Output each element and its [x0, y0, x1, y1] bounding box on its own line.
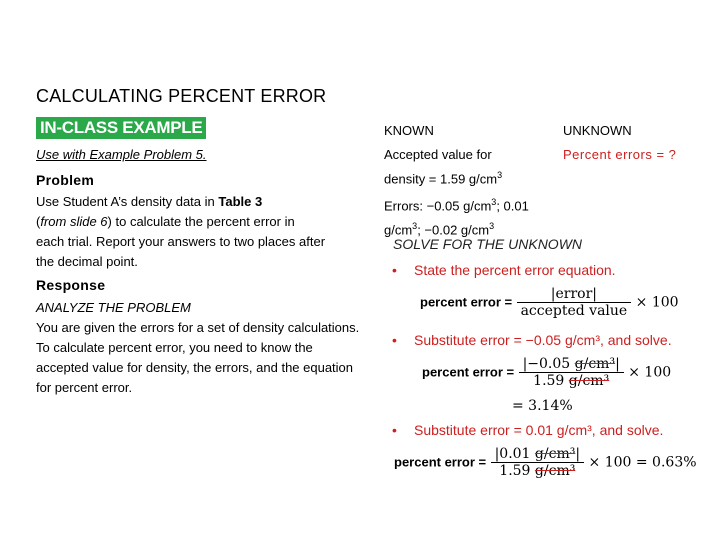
- bullet-dot-1: •: [392, 262, 397, 278]
- eq2-result: = 3.14%: [512, 398, 573, 414]
- eq2-fraction: [519, 356, 624, 389]
- accepted-line2: density = 1.59 g/cm: [384, 171, 498, 187]
- eq3-num-value: |0.01: [494, 446, 535, 462]
- eq2-label: percent error =: [422, 364, 515, 380]
- errors-sup3: 3: [489, 221, 495, 232]
- analyze-text: You are given the errors for a set of density calculations. To calculate percent error, you need to know the accepted value for density, the errors, and the equation for percent error.: [36, 320, 360, 395]
- eq2-tail: × 100: [628, 364, 672, 381]
- known-header: KNOWN: [384, 123, 434, 138]
- accepted-line1: Accepted value for: [384, 147, 492, 162]
- table-reference: Table 3: [218, 194, 263, 209]
- bullet-1-text: State the percent error equation.: [414, 262, 616, 278]
- eq3-fraction: [491, 446, 584, 479]
- paren-open: (: [36, 214, 41, 229]
- eq3-den-value: 1.59: [499, 463, 535, 479]
- errors-line2: g/cm: [384, 222, 413, 238]
- eq3-label: percent error =: [394, 454, 487, 470]
- problem-text-part2: ) to calculate the percent error in each trial. Report your answers to two places after the decimal point.: [36, 214, 326, 269]
- accepted-sup: 3: [497, 170, 503, 180]
- eq2-num-value: |−0.05: [522, 356, 575, 372]
- eq1-fraction: [517, 286, 632, 319]
- slide-reference: from slide 6: [40, 214, 108, 229]
- errors-line1: Errors: −0.05 g/cm: [384, 198, 492, 214]
- eq2-num-bar: |: [615, 356, 620, 372]
- errors-sup2: 3: [412, 221, 418, 232]
- analyze-heading: ANALYZE THE PROBLEM: [36, 300, 191, 315]
- errors-end: ; −0.02 g/cm: [417, 222, 490, 238]
- problem-heading: Problem: [36, 172, 95, 188]
- eq3-denominator: [491, 463, 584, 479]
- eq3-tail: × 100 = 0.63%: [588, 454, 697, 471]
- equation-3: [394, 446, 697, 479]
- problem-text-part1: Use Student A’s density data in: [36, 194, 219, 209]
- bullet-3-text: Substitute error = 0.01 g/cm³, and solve.: [414, 422, 664, 438]
- problem-text: [36, 192, 326, 272]
- eq2-num-unit: g/cm³: [574, 356, 616, 372]
- errors-sup1: 3: [491, 197, 497, 207]
- solve-panel: [378, 232, 698, 492]
- equation-1: [420, 286, 679, 319]
- response-heading: Response: [36, 277, 106, 293]
- in-class-example-badge: IN-CLASS EXAMPLE: [36, 117, 206, 139]
- bullet-dot-2: •: [392, 332, 397, 348]
- eq1-numerator: |error|: [517, 286, 632, 303]
- solve-heading: SOLVE FOR THE UNKNOWN: [393, 236, 583, 252]
- use-with-note: Use with Example Problem 5.: [36, 147, 207, 162]
- bullet-1: [392, 262, 616, 278]
- bullet-3: [392, 422, 663, 438]
- errors-mid: ; 0.01: [496, 198, 529, 214]
- unknown-header: UNKNOWN: [563, 123, 632, 138]
- eq1-tail: × 100: [635, 294, 679, 311]
- eq3-num-bar: |: [575, 446, 581, 462]
- equation-2: [422, 356, 671, 389]
- bullet-dot-3: •: [392, 422, 397, 438]
- eq2-den-unit: g/cm³: [568, 373, 610, 389]
- eq2-denominator: [519, 373, 624, 389]
- eq1-label: percent error =: [420, 294, 513, 310]
- eq2-den-value: 1.59: [533, 373, 569, 389]
- eq1-denominator: accepted value: [520, 303, 628, 319]
- accepted-value: [384, 145, 502, 189]
- eq3-den-unit: g/cm³: [534, 463, 576, 479]
- eq2-numerator: [519, 356, 624, 373]
- eq3-numerator: [491, 446, 584, 463]
- bullet-2: [392, 332, 672, 348]
- unknown-value: Percent errors = ?: [563, 147, 677, 162]
- bullet-2-text: Substitute error = −0.05 g/cm³, and solve.: [414, 332, 672, 348]
- page-title: CALCULATING PERCENT ERROR: [36, 86, 327, 106]
- eq3-num-unit: g/cm³: [534, 446, 576, 462]
